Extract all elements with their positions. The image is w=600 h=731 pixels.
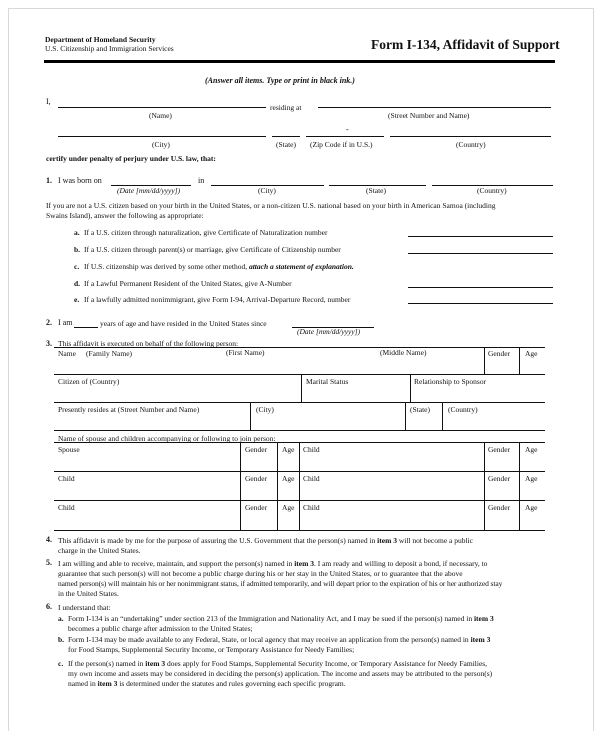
option-c-text: If U.S. citizenship was derived by some other method, attach a statement of explanation. [84, 262, 354, 271]
age-label: Age [525, 474, 538, 483]
table-line [484, 442, 485, 530]
table-line [240, 442, 241, 530]
gender-label: Gender [488, 349, 511, 358]
i-am-label: I am [58, 318, 73, 327]
gender-label: Gender [488, 474, 511, 483]
table-line [54, 430, 545, 431]
option-e-letter: e. [74, 295, 80, 304]
age-label: Age [525, 445, 538, 454]
citizen-of-label: Citizen of (Country) [58, 377, 120, 386]
street-field[interactable] [318, 107, 551, 108]
item6c-line3: named in item 3 is determined under the statutes and rules governing each specific program. [68, 679, 346, 688]
department-name: Department of Homeland Security [45, 35, 156, 44]
item5-number: 5. [46, 558, 52, 567]
gender-label: Gender [245, 445, 268, 454]
item1-note-line1: If you are not a U.S. citizen based on your birth in the United States, or a non-citizen U.S. national based on your birth in American Samoa (including [46, 201, 496, 210]
item4-number: 4. [46, 535, 52, 544]
table-line [277, 442, 278, 530]
item2-text: years of age and have resided in the United States since [100, 319, 267, 328]
zip-field[interactable] [306, 136, 384, 137]
street-caption: (Street Number and Name) [388, 111, 470, 120]
zip-dash: - [346, 125, 349, 134]
item6c-line2: my own income and assets may be considered in deciding the person(s) application. The income and assets may be attributed to the person(s) [68, 669, 493, 678]
age-label: Age [282, 445, 295, 454]
option-a-letter: a. [74, 228, 80, 237]
child-label: Child [303, 445, 320, 454]
table-line [410, 374, 411, 402]
marital-status-label: Marital Status [306, 377, 349, 386]
family-name-label: (Family Name) [86, 349, 133, 358]
item4-line2: charge in the United States. [58, 546, 141, 555]
name-label: Name [58, 349, 76, 358]
country-field[interactable] [390, 136, 551, 137]
a-number-field[interactable] [408, 287, 553, 288]
age-label: Age [525, 503, 538, 512]
item3-text: This affidavit is executed on behalf of the following person: [58, 339, 239, 348]
birth-date-caption: (Date [mm/dd/yyyy]) [117, 186, 181, 195]
agency-name: U.S. Citizenship and Immigration Services [45, 44, 174, 53]
item6c-line1: If the person(s) named in item 3 does apply for Food Stamps, Supplemental Security Income, or Temporary Assistance for Needy Families, [68, 659, 488, 668]
presently-resides-label: Presently resides at (Street Number and Name) [58, 405, 200, 414]
i-label: I, [46, 97, 51, 106]
option-b-letter: b. [74, 245, 81, 254]
table-line [250, 402, 251, 430]
table-line [54, 402, 545, 403]
residing-at-label: residing at [270, 103, 302, 112]
option-d-letter: d. [74, 279, 81, 288]
gender-label: Gender [245, 474, 268, 483]
state-field[interactable] [272, 136, 300, 137]
table-line [301, 374, 302, 402]
age-label: Age [525, 349, 538, 358]
table-line [54, 500, 545, 501]
certify-statement: certify under penalty of perjury under U.S. law, that: [46, 154, 216, 163]
relationship-label: Relationship to Sponsor [414, 377, 487, 386]
spouse-children-label: Name of spouse and children accompanying or following to join person: [58, 434, 276, 443]
child-label: Child [303, 503, 320, 512]
item4-line1: This affidavit is made by me for the purpose of assuring the U.S. Government that the person(s) named in item 3 will not become a public [58, 536, 473, 545]
city-field[interactable] [58, 136, 266, 137]
item5-line4: in the United States. [58, 589, 119, 598]
residence-date-caption: (Date [mm/dd/yyyy]) [297, 327, 361, 336]
name-caption: (Name) [149, 111, 172, 120]
citizenship-number-field[interactable] [408, 253, 553, 254]
item1-note-line2: Swains Island), answer the following as appropriate: [46, 211, 204, 220]
age-label: Age [282, 474, 295, 483]
item1-number: 1. [46, 176, 52, 185]
option-b-text: If a U.S. citizen through parent(s) or marriage, give Certificate of Citizenship number [84, 245, 341, 254]
instructions: (Answer all items. Type or print in black ink.) [205, 76, 355, 85]
child-label: Child [303, 474, 320, 483]
item6b-line2: for Food Stamps, Supplemental Security Income, or Temporary Assistance for Needy Families; [68, 645, 355, 654]
table-line [54, 530, 545, 531]
item6a-line1: Form I-134 is an “undertaking” under section 213 of the Immigration and Nationality Act, and I may be sued if the person(s) named in item 3 [68, 614, 494, 623]
table-line [54, 374, 545, 375]
option-a-text: If a U.S. citizen through naturalization, give Certificate of Naturalization number [84, 228, 328, 237]
option-d-text: If a Lawful Permanent Resident of the United States, give A-Number [84, 279, 292, 288]
item3-number: 3. [46, 339, 52, 348]
item5-line3: named person(s) will maintain his or her nonimmigrant status, if admitted temporarily, and will depart prior to the expiration of his or her authorized stay [58, 579, 503, 588]
item6a-letter: a. [58, 614, 64, 623]
item6c-letter: c. [58, 659, 64, 668]
zip-caption: (Zip Code if in U.S.) [310, 140, 373, 149]
middle-name-label: (Middle Name) [380, 348, 427, 357]
age-label: Age [282, 503, 295, 512]
table-line [442, 402, 443, 430]
form-title: Form I-134, Affidavit of Support [371, 37, 560, 52]
gender-label: Gender [488, 503, 511, 512]
table-line [54, 471, 545, 472]
born-on-label: I was born on [58, 176, 102, 185]
item6-number: 6. [46, 602, 52, 611]
child-label: Child [58, 474, 75, 483]
resides-country-label: (Country) [448, 405, 478, 414]
table-line [519, 442, 520, 530]
table-line [519, 347, 520, 374]
birth-city-caption: (City) [258, 186, 276, 195]
table-line [54, 347, 545, 348]
option-e-text: If a lawfully admitted nonimmigrant, give Form I-94, Arrival-Departure Record, number [84, 295, 351, 304]
naturalization-number-field[interactable] [408, 236, 553, 237]
child-label: Child [58, 503, 75, 512]
item6b-line1: Form I-134 may be made available to any Federal, State, or local agency that may receive an application from the person(s) named in item 3 [68, 635, 491, 644]
item6b-letter: b. [58, 635, 65, 644]
item6-intro: I understand that: [58, 603, 111, 612]
resides-state-label: (State) [410, 405, 430, 414]
table-line [405, 402, 406, 430]
table-line [484, 347, 485, 374]
gender-label: Gender [245, 503, 268, 512]
option-c-letter: c. [74, 262, 80, 271]
resides-city-label: (City) [256, 405, 274, 414]
spouse-label: Spouse [58, 445, 80, 454]
i94-number-field[interactable] [408, 303, 553, 304]
header-rule [44, 60, 555, 63]
city-caption: (City) [152, 140, 170, 149]
country-caption: (Country) [456, 140, 486, 149]
item6a-line2: becomes a public charge after admission to the United States; [68, 624, 253, 633]
table-line [299, 442, 300, 530]
name-field[interactable] [58, 107, 266, 108]
item5-line2: guarantee that such person(s) will not become a public charge during his or her stay in the United States, or to guarantee that the above [58, 569, 463, 578]
item2-number: 2. [46, 318, 52, 327]
first-name-label: (First Name) [226, 348, 265, 357]
age-field[interactable] [74, 327, 98, 328]
birth-state-caption: (State) [366, 186, 386, 195]
item5-line1: I am willing and able to receive, maintain, and support the person(s) named in item 3. I am ready and willing to deposit a bond, if necessary, to [58, 559, 488, 568]
in-label: in [198, 176, 205, 185]
state-caption: (State) [276, 140, 296, 149]
gender-label: Gender [488, 445, 511, 454]
birth-country-caption: (Country) [477, 186, 507, 195]
